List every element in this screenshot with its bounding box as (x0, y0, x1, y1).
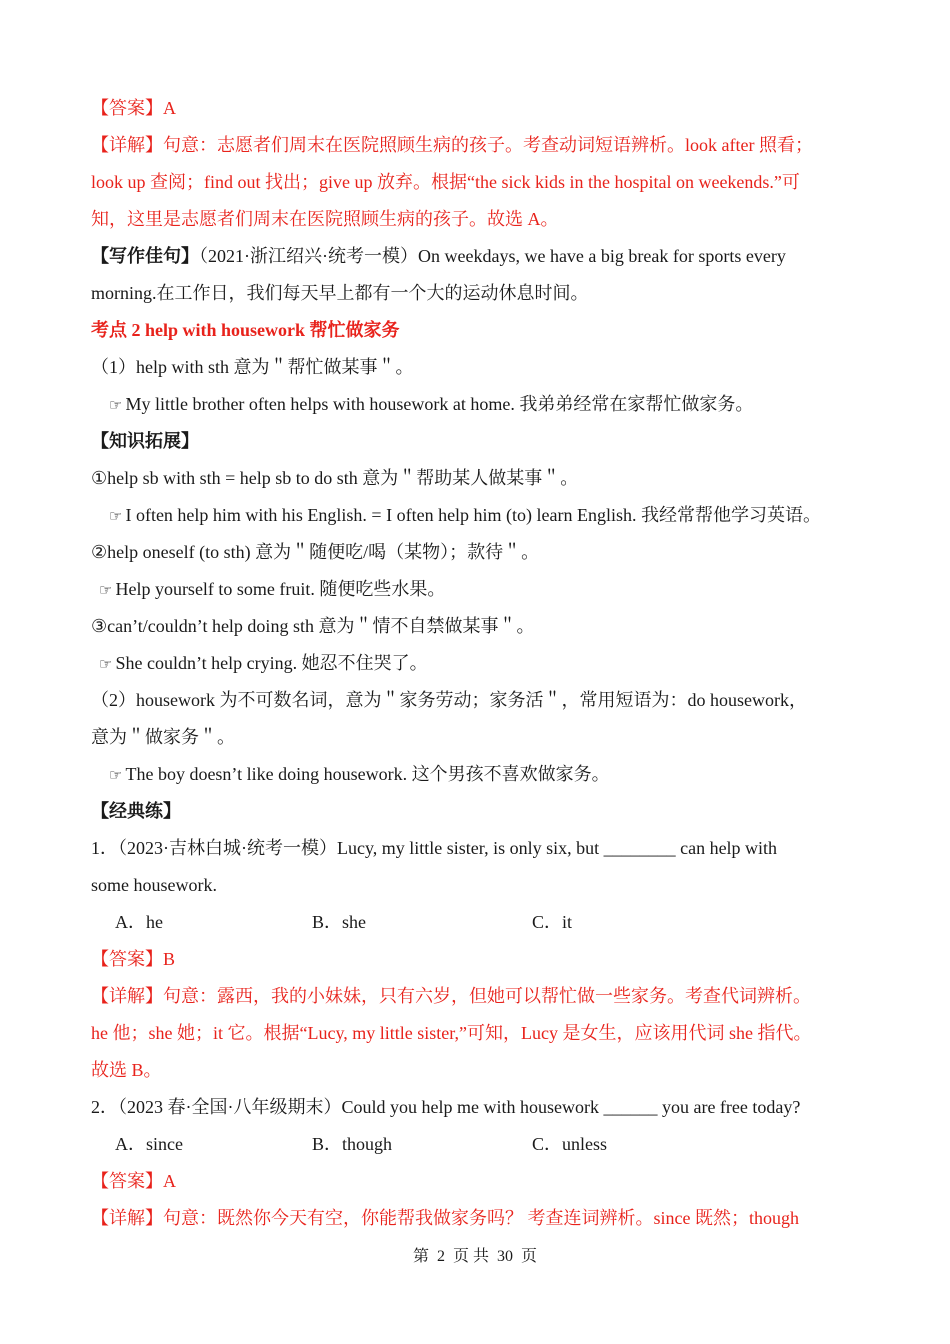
question-1-explanation: 【详解】句意：露西，我的小妹妹，只有六岁，但她可以帮忙做一些家务。考查代词辨析。 (91, 986, 811, 1006)
example-line: ☞ Help yourself to some fruit. 随便吃些水果。 (99, 579, 446, 599)
option-b: B．though (312, 1134, 393, 1154)
page-content (91, 90, 866, 1237)
point-line: ①help sb with sth = help sb to do sth 意为＂帮助某人做某事＂。 (91, 468, 579, 488)
point-line: ③can’t/couldn’t help doing sth 意为＂情不自禁做某事＂。 (91, 616, 535, 636)
question-1-options (91, 904, 866, 941)
point-line: 意为＂做家务＂。 (91, 727, 235, 747)
question-1-explanation: he 他；she 她；it 它。根据“Lucy, my little sister,”可知，Lucy 是女生，应该用代词 she 指代。 (91, 1023, 812, 1043)
explanation-line: 知，这里是志愿者们周末在医院照顾生病的孩子。故选 A。 (91, 209, 559, 229)
pointing-hand-icon: ☞ (99, 581, 113, 599)
page-number: 2 (436, 1248, 445, 1265)
example-line: ☞ My little brother often helps with housework at home. 我弟弟经常在家帮忙做家务。 (109, 394, 754, 414)
explanation-line: look up 查阅；find out 找出；give up 放弃。根据“the sick kids in the hospital on weekends.”可 (91, 172, 800, 192)
question-1-line: some housework. (91, 875, 217, 895)
point-line: （2）housework 为不可数名词，意为＂家务劳动；家务活＂，常用短语为：do housework， (91, 690, 807, 710)
pointing-hand-icon: ☞ (109, 766, 123, 784)
page-footer: 第 2 页 共 30 页 (412, 1248, 538, 1265)
writing-sentence-line: morning.在工作日，我们每天早上都有一个大的运动休息时间。 (91, 283, 589, 303)
pointing-hand-icon: ☞ (109, 507, 123, 525)
pointing-hand-icon: ☞ (99, 655, 113, 673)
question-2-options (91, 1126, 866, 1163)
point-line: （1）help with sth 意为＂帮忙做某事＂。 (91, 357, 414, 377)
example-line: ☞ I often help him with his English. = I often help him (to) learn English. 我经常帮他学习英语。 (109, 505, 822, 525)
answer-line: 【答案】A (91, 98, 176, 118)
explanation-line: 【详解】句意：志愿者们周末在医院照顾生病的孩子。考查动词短语辨析。look after 照看； (91, 135, 813, 155)
section-heading: 考点 2 help with housework 帮忙做家务 (91, 320, 400, 340)
option-b: B．she (312, 912, 366, 932)
example-line: ☞ She couldn’t help crying. 她忍不住哭了。 (99, 653, 428, 673)
pointing-hand-icon: ☞ (109, 396, 123, 414)
question-1-explanation: 故选 B。 (91, 1060, 162, 1080)
writing-sentence-line: 【写作佳句】（2021·浙江绍兴·统考一模）On weekdays, we have a big break for sports every (91, 246, 786, 266)
option-c: C．it (532, 912, 573, 932)
option-a: A．since (115, 1134, 183, 1154)
option-a: A．he (115, 912, 163, 932)
question-2-explanation: 【详解】句意：既然你今天有空，你能帮我做家务吗？ 考查连词辨析。since 既然；though (91, 1208, 799, 1228)
option-c: C．unless (532, 1134, 608, 1154)
question-2-line: 2．（2023 春·全国·八年级期末）Could you help me with housework ______ you are free today? (91, 1097, 801, 1117)
point-line: ②help oneself (to sth) 意为＂随便吃/喝（某物）；款待＂。 (91, 542, 540, 562)
example-line: ☞ The boy doesn’t like doing housework. 这个男孩不喜欢做家务。 (109, 764, 610, 784)
practice-heading: 【经典练】 (91, 801, 181, 821)
question-1-answer: 【答案】B (91, 949, 176, 969)
total-pages: 30 (497, 1248, 513, 1265)
question-1-line: 1．（2023·吉林白城·统考一模）Lucy, my little sister, is only six, but ________ can help with (91, 838, 778, 858)
knowledge-heading: 【知识拓展】 (91, 431, 199, 451)
question-2-answer: 【答案】A (91, 1171, 176, 1191)
